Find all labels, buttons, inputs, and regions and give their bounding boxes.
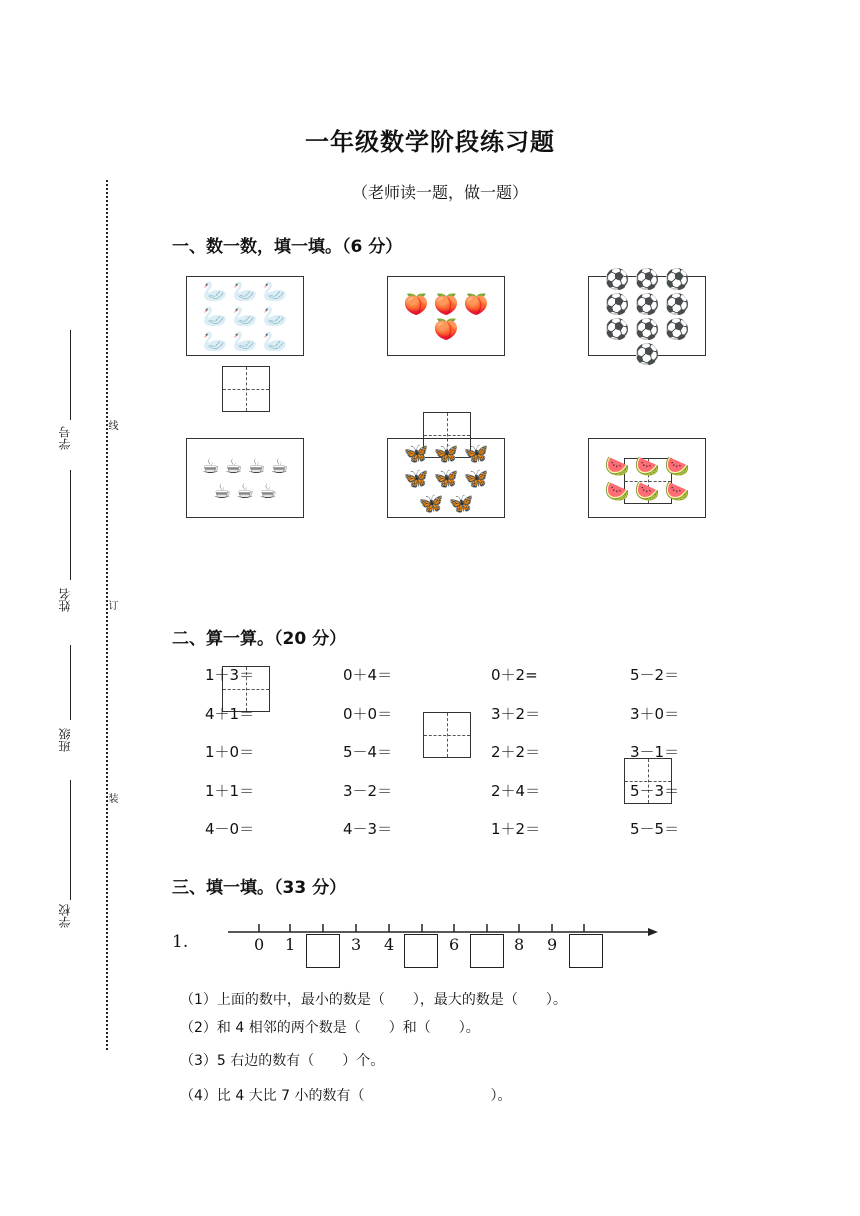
swan-icon: 🦢 [232,304,258,328]
calculation-item: 3－1＝ [630,743,680,761]
calculation-item: 2＋4＝ [491,781,541,800]
page-subtitle: （老师读一题，做一题） [351,183,528,202]
calculation-item: 4＋1＝ [205,704,255,723]
question1-number: 1. [172,932,189,952]
soccer-ball-icon: ⚽ [664,266,690,291]
butterfly-icon: 🦋 [433,441,459,465]
school-label: 学校 [58,904,72,928]
question1-part2: （2）和 4 相邻的两个数是（ ）和（ ）。 [180,1020,480,1036]
peach-icon: 🍑 [433,291,459,316]
butterfly-icon: 🦋 [403,466,429,490]
calculation-item: 0＋0＝ [343,704,393,723]
number-line-blank-2[interactable] [306,934,340,968]
answer-box[interactable] [222,366,270,412]
butterfly-icon: 🦋 [433,466,459,490]
cup-icon: ☕ [236,478,254,503]
picture-box-watermelon [588,438,706,518]
question1-part3: （3）5 右边的数有（ ）个。 [180,1053,385,1069]
swan-icon: 🦢 [262,304,288,328]
section3-heading: 三、填一填。（33 分） [172,878,347,898]
school-field-line[interactable] [70,780,71,900]
calculation-item: 0＋4＝ [343,666,393,684]
binding-dotted-line [106,180,108,1050]
calculation-item: 5－2＝ [630,666,680,684]
swan-icon: 🦢 [202,329,228,353]
number-line-label: 1 [285,935,296,954]
number-line-ticks [259,924,584,932]
watermelon-icon: 🍉 [634,478,660,503]
calculation-item: 4－0＝ [205,820,255,838]
number-line-label: 9 [547,935,558,954]
calculation-item: 1＋2＝ [491,820,541,838]
peach-icon: 🍑 [403,291,429,316]
peach-icon: 🍑 [433,316,459,341]
swan-icon: 🦢 [262,279,288,303]
picture-box-soccer-ball [588,266,706,366]
section2-heading: 二、算一算。（20 分） [172,629,347,649]
picture-box-peach [387,276,505,356]
picture-box-swan [186,276,304,356]
calculation-item: 2＋2＝ [491,743,541,761]
binding-label-line: 线 [106,420,117,430]
calculation-item: 3＋0＝ [630,704,680,723]
swan-icon: 🦢 [232,279,258,303]
butterfly-icon: 🦋 [418,491,444,515]
soccer-ball-icon: ⚽ [634,316,660,341]
soccer-ball-icon: ⚽ [664,291,690,316]
soccer-ball-icon: ⚽ [664,316,690,341]
question1-part4: （4）比 4 大比 7 小的数有（ ）。 [180,1088,512,1104]
section1-heading: 一、数一数，填一填。（6 分） [172,237,403,257]
calculation-item: 5－4＝ [343,743,393,761]
cup-icon: ☕ [213,478,232,503]
calculation-item: 1＋0＝ [205,743,255,761]
calculation-item: 1＋1＝ [205,781,255,800]
cup-icon: ☕ [270,453,289,478]
calculation-item: 5－5＝ [630,820,680,838]
question1-part1: （1）上面的数中，最小的数是（ ），最大的数是（ ）。 [180,992,567,1008]
watermelon-icon: 🍉 [634,453,660,478]
butterfly-icon: 🦋 [448,491,474,515]
calculation-item: 4－3＝ [343,820,393,838]
soccer-ball-icon: ⚽ [634,291,660,316]
cup-icon: ☕ [247,453,266,478]
binding-label-bind: 装 [106,793,117,803]
calculation-item: 3－2＝ [343,781,393,800]
soccer-ball-icon: ⚽ [604,291,630,316]
swan-icon: 🦢 [202,279,228,303]
soccer-ball-icon: ⚽ [604,316,630,341]
binding-label-staple: 订 [106,600,117,610]
swan-icon: 🦢 [202,304,228,328]
student-id-field-line[interactable] [70,330,71,420]
number-line-label: 3 [351,935,362,954]
number-line-label: 4 [384,935,395,954]
watermelon-icon: 🍉 [604,453,630,478]
butterfly-icon: 🦋 [463,441,489,465]
class-field-line[interactable] [70,645,71,720]
cup-icon: ☕ [258,478,277,503]
name-field-line[interactable] [70,470,71,580]
watermelon-icon: 🍉 [664,453,690,478]
answer-box[interactable] [423,712,471,758]
student-id-label: 学号 [58,426,72,450]
swan-icon: 🦢 [232,329,258,353]
cup-icon: ☕ [201,453,220,478]
class-label: 班级 [58,728,72,752]
watermelon-icon: 🍉 [604,478,630,503]
number-line-arrow [648,928,658,936]
calculation-item: 5－3＝ [630,781,680,800]
soccer-ball-icon: ⚽ [634,341,660,366]
number-line-label: 6 [449,935,460,954]
cup-icon: ☕ [224,453,243,478]
watermelon-icon: 🍉 [664,478,690,503]
soccer-ball-icon: ⚽ [604,266,630,291]
page-title: 一年级数学阶段练习题 [305,128,555,156]
picture-box-cup [186,438,304,518]
number-line-blank-5[interactable] [404,934,438,968]
number-line-label: 8 [514,935,525,954]
swan-icon: 🦢 [262,329,288,353]
calculation-item: 1＋3＝ [205,666,255,684]
number-line-blank-7[interactable] [470,934,504,968]
picture-box-butterfly [387,438,505,518]
calculation-item: 3＋2＝ [491,704,541,723]
butterfly-icon: 🦋 [403,441,429,465]
number-line-blank-10[interactable] [569,934,603,968]
soccer-ball-icon: ⚽ [634,266,660,291]
calculation-item: 0＋2= [491,666,538,684]
butterfly-icon: 🦋 [463,466,489,490]
peach-icon: 🍑 [463,291,489,316]
number-line-label: 0 [254,935,265,954]
name-label: 姓名 [58,588,72,612]
